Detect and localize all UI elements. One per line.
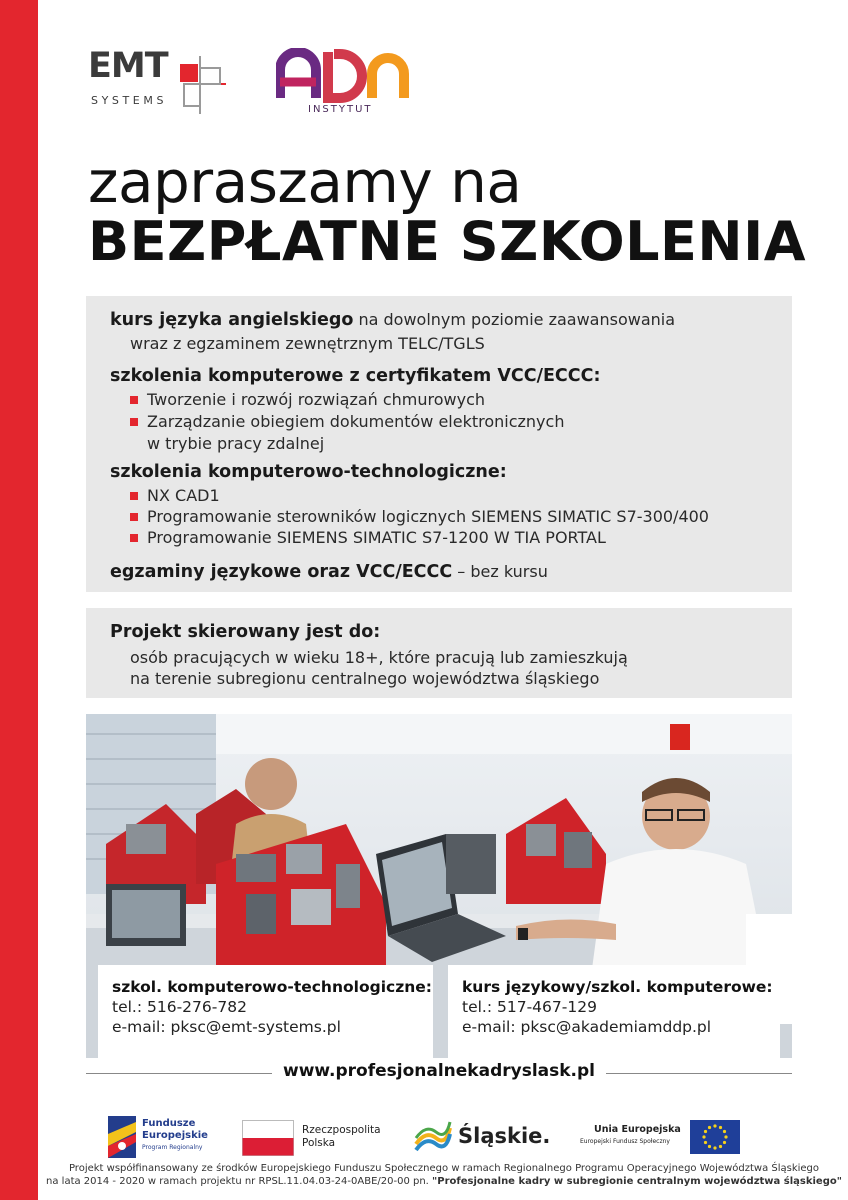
adn-logo-subtitle: INSTYTUT bbox=[308, 104, 373, 115]
contact-tech-phone[interactable]: tel.: 516-276-782 bbox=[112, 998, 247, 1016]
english-course-level: na dowolnym poziomie zaawansowania bbox=[353, 310, 676, 329]
adn-logo-mark bbox=[276, 48, 416, 104]
fundusze-europejskie-logo bbox=[108, 1114, 218, 1160]
bullet-icon bbox=[130, 513, 138, 521]
emt-systems-logo bbox=[88, 44, 230, 120]
tech-item-nx-cad: NX CAD1 bbox=[147, 486, 220, 505]
english-course-title: kurs języka angielskiego bbox=[110, 310, 354, 330]
website-row bbox=[86, 1058, 792, 1088]
bullet-icon bbox=[130, 492, 138, 500]
contact-language-phone[interactable]: tel.: 517-467-129 bbox=[462, 998, 597, 1016]
english-course-line bbox=[110, 310, 675, 330]
footer-note-line-2 bbox=[40, 1175, 848, 1188]
footer-note-project-title: "Profesjonalne kadry w subregionie centralnym województwa śląskiego" bbox=[432, 1176, 842, 1187]
target-title: Projekt skierowany jest do: bbox=[110, 622, 381, 642]
contact-language-email[interactable]: e-mail: pksc@akademiamddp.pl bbox=[462, 1018, 712, 1036]
contact-card-tech bbox=[98, 965, 433, 1068]
polish-flag-icon bbox=[242, 1120, 294, 1156]
emt-logo-word: EMT bbox=[88, 46, 168, 86]
emt-cross-mark bbox=[180, 54, 228, 116]
contact-tech-title: szkol. komputerowo-technologiczne: bbox=[112, 978, 432, 996]
exams-line bbox=[110, 562, 548, 582]
headline-free-trainings: BEZPŁATNE SZKOLENIA bbox=[88, 210, 807, 273]
slaskie-wave-icon bbox=[414, 1120, 452, 1154]
headline-invite: zapraszamy na bbox=[88, 148, 522, 216]
computer-item-documents: Zarządzanie obiegiem dokumentów elektronicznych bbox=[147, 412, 565, 431]
fe-line-2: Europejskie bbox=[142, 1130, 208, 1141]
contact-card-language bbox=[448, 965, 780, 1068]
bullet-icon bbox=[130, 396, 138, 404]
emt-logo-subtitle: SYSTEMS bbox=[91, 94, 168, 107]
slaskie-word: Śląskie. bbox=[458, 1124, 551, 1148]
computer-item-documents-cont: w trybie pracy zdalnej bbox=[147, 434, 325, 453]
contact-tech-email[interactable]: e-mail: pksc@emt-systems.pl bbox=[112, 1018, 341, 1036]
footer-note-project: na lata 2014 - 2020 w ramach projektu nr RPSL.11.04.03-24-0ABE/20-00 pn. bbox=[46, 1176, 433, 1187]
exams-note: – bez kursu bbox=[452, 562, 548, 581]
exams-title: egzaminy językowe oraz VCC/ECCC bbox=[110, 562, 453, 582]
tech-trainings-title: szkolenia komputerowo-technologiczne: bbox=[110, 462, 507, 482]
target-line-1: osób pracujących w wieku 18+, które pracują lub zamieszkują bbox=[130, 648, 628, 667]
ue-line-1: Unia Europejska bbox=[594, 1124, 681, 1135]
target-group-box bbox=[86, 608, 792, 698]
rzeczpospolita-polska-logo bbox=[242, 1114, 392, 1160]
fe-logo-mark bbox=[108, 1116, 136, 1158]
rp-line-1: Rzeczpospolita bbox=[302, 1124, 381, 1136]
bullet-icon bbox=[130, 534, 138, 542]
tech-item-s7-300: Programowanie sterowników logicznych SIEMENS SIMATIC S7-300/400 bbox=[147, 507, 709, 526]
unia-europejska-logo bbox=[578, 1114, 742, 1160]
left-accent-bar bbox=[0, 0, 38, 1200]
eu-flag-icon bbox=[690, 1120, 740, 1154]
footer-note-line-1: Projekt współfinansowany ze środków Europejskiego Funduszu Społecznego w ramach Regionalnego Programu Operacyjnego Województwa Śląskiego bbox=[68, 1163, 820, 1174]
website-link[interactable]: www.profesjonalnekadryslask.pl bbox=[282, 1061, 595, 1081]
tech-item-s7-1200: Programowanie SIEMENS SIMATIC S7-1200 W TIA PORTAL bbox=[147, 528, 606, 547]
slaskie-logo bbox=[414, 1114, 554, 1160]
target-line-2: na terenie subregionu centralnego województwa śląskiego bbox=[130, 669, 600, 688]
bullet-icon bbox=[130, 418, 138, 426]
course-offer-box bbox=[86, 296, 792, 592]
rp-line-2: Polska bbox=[302, 1137, 336, 1149]
computer-trainings-title: szkolenia komputerowe z certyfikatem VCC/ECCC: bbox=[110, 366, 601, 386]
contact-language-title: kurs językowy/szkol. komputerowe: bbox=[462, 978, 773, 996]
fe-line-1: Fundusze bbox=[142, 1118, 196, 1129]
computer-item-cloud: Tworzenie i rozwój rozwiązań chmurowych bbox=[147, 390, 486, 409]
english-course-exam: wraz z egzaminem zewnętrznym TELC/TGLS bbox=[130, 334, 485, 353]
fe-line-3: Program Regionalny bbox=[142, 1144, 203, 1151]
ue-line-2: Europejski Fundusz Społeczny bbox=[580, 1138, 670, 1145]
adn-instytut-logo bbox=[276, 48, 416, 120]
